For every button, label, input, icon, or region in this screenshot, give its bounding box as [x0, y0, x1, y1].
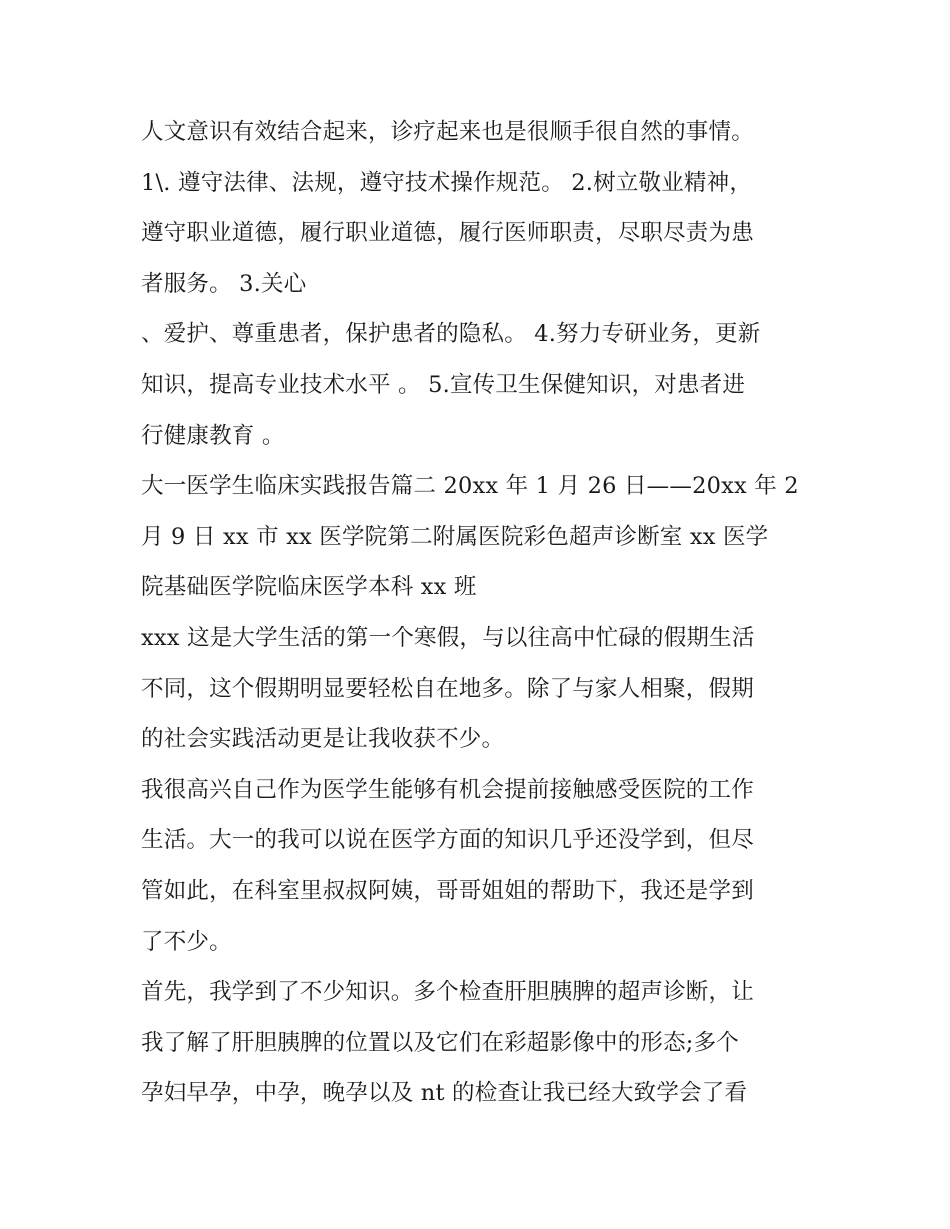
- text-line-12: 不同，这个假期明显要轻松自在地多。除了与家人相聚，假期: [141, 675, 754, 702]
- text-line-18: 首先，我学到了不少知识。多个检查肝胆胰脾的超声诊断，让: [141, 979, 754, 1006]
- text-line-16: 管如此，在科室里叔叔阿姨，哥哥姐姐的帮助下，我还是学到: [141, 877, 754, 904]
- text-line-20: 孕妇早孕，中孕，晚孕以及 nt 的检查让我已经大致学会了看: [141, 1080, 748, 1107]
- text-line-8: 大一医学生临床实践报告篇二 20xx 年 1 月 26 日——20xx 年 2: [141, 473, 799, 500]
- text-line-9: 月 9 日 xx 市 xx 医学院第二附属医院彩色超声诊断室 xx 医学: [141, 523, 769, 550]
- text-line-11: xxx 这是大学生活的第一个寒假，与以往高中忙碌的假期生活: [141, 624, 755, 651]
- text-line-17: 了不少。: [141, 928, 232, 955]
- text-line-7: 行健康教育 。: [141, 422, 285, 449]
- text-line-14: 我很高兴自己作为医学生能够有机会提前接触感受医院的工作: [141, 776, 754, 803]
- text-line-1: 人文意识有效结合起来，诊疗起来也是很顺手很自然的事情。: [141, 119, 754, 145]
- text-line-5: 、爱护、尊重患者，保护患者的隐私。 4.努力专研业务，更新: [141, 321, 761, 348]
- text-line-15: 生活。大一的我可以说在医学方面的知识几乎还没学到，但尽: [141, 827, 754, 854]
- text-line-2: 1\. 遵守法律、法规，遵守技术操作规范。 2.树立敬业精神，: [141, 169, 753, 196]
- text-line-19: 我了解了肝胆胰脾的位置以及它们在彩超影像中的形态;多个: [141, 1029, 739, 1056]
- text-line-10: 院基础医学院临床医学本科 xx 班: [141, 574, 477, 601]
- text-line-3: 遵守职业道德，履行职业道德，履行医师职责，尽职尽责为患: [141, 220, 754, 247]
- text-line-4: 者服务。 3.关心: [141, 270, 307, 297]
- text-line-6: 知识，提高专业技术水平 。 5.宣传卫生保健知识，对患者进: [141, 371, 746, 398]
- body-text: [141, 107, 821, 1119]
- text-line-13: 的社会实践活动更是让我收获不少。: [141, 726, 505, 753]
